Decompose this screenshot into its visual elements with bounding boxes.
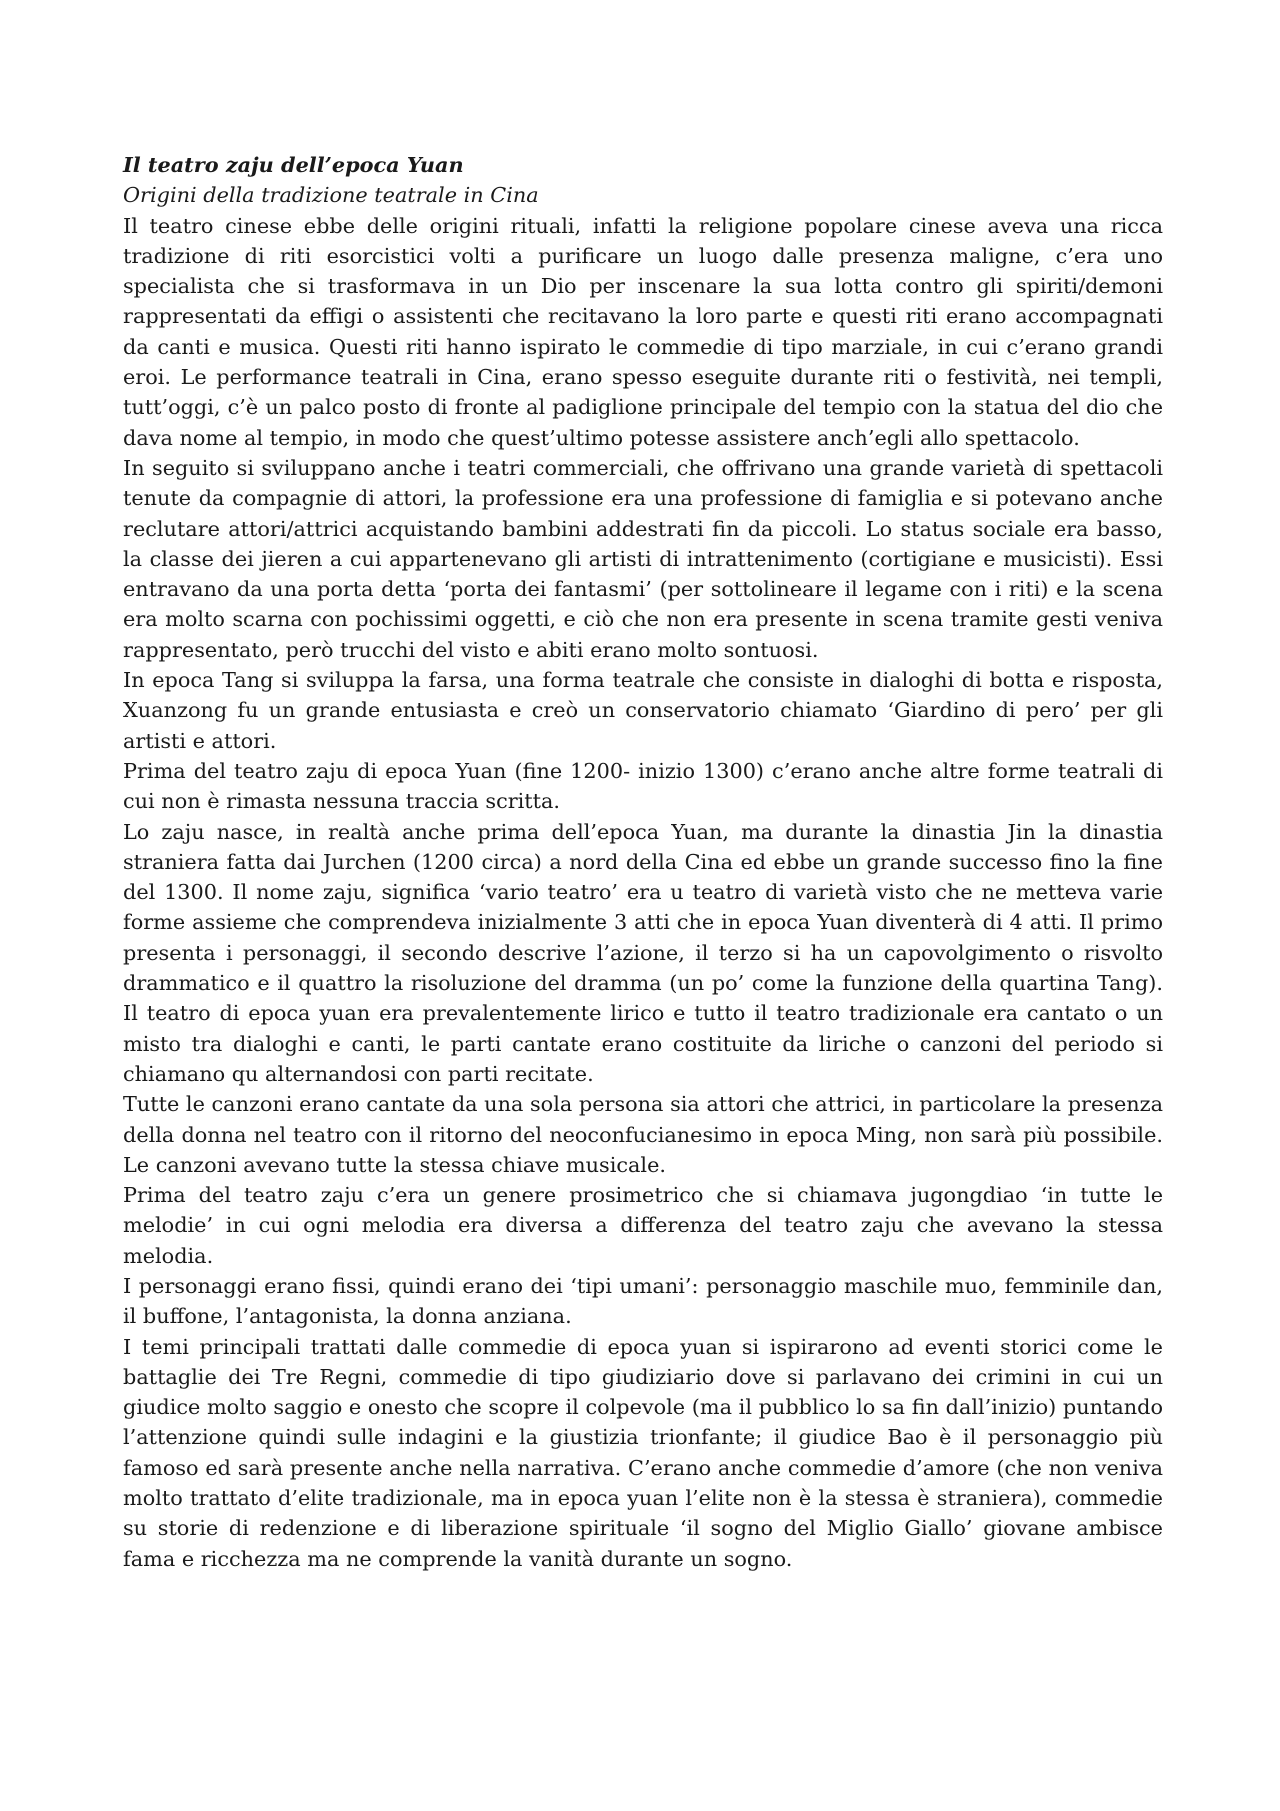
- document-title: Il teatro zaju dell’epoca Yuan: [123, 152, 464, 177]
- paragraph-tang-farce: In epoca Tang si sviluppa la farsa, una forma teatrale che consiste in dialoghi di botta e risposta, Xuanzong fu un grande entusiasta e creò un conservatorio chiamato ‘Giardino di pero’ per gli artisti e attori.: [123, 668, 1163, 753]
- document-subtitle: Origini della tradizione teatrale in Cina: [123, 183, 539, 208]
- paragraph-origins: Il teatro cinese ebbe delle origini rituali, infatti la religione popolare cinese aveva una ricca tradizione di riti esorcistici volti a purificare un luogo dalle presenza maligne, c’era uno specialista che si trasformava in un Dio per inscenare la sua lotta contro gli spiriti/demoni rappresentati da effigi o assistenti che recitavano la loro parte e questi riti erano accompagnati da canti e musica. Questi riti hanno ispirato le commedie di tipo marziale, in cui c’erano grandi eroi. Le performance teatrali in Cina, erano spesso eseguite durante riti o festività, nei templi, tutt’oggi, c’è un palco posto di fronte al padiglione principale del tempio con la statua del dio che dava nome al tempio, in modo che quest’ultimo potesse assistere anch’egli allo spettacolo.: [123, 213, 1163, 450]
- paragraph-songs: Tutte le canzoni erano cantate da una sola persona sia attori che attrici, in particolare la presenza della donna nel teatro con il ritorno del neoconfucianesimo in epoca Ming, non sarà più possibile. Le canzoni avevano tutte la stessa chiave musicale.: [123, 1092, 1163, 1177]
- paragraph-themes: I temi principali trattati dalle commedie di epoca yuan si ispirarono ad eventi storici come le battaglie dei Tre Regni, commedie di tipo giudiziario dove si parlavano dei crimini in cui un giudice molto saggio e onesto che scopre il colpevole (ma il pubblico lo sa fin dall’inizio) puntando l’attenzione quindi sulle indagini e la giustizia trionfante; il giudice Bao è il personaggio più famoso ed sarà presente anche nella narrativa. C’erano anche commedie d’amore (che non veniva molto trattato d’elite tradizionale, ma in epoca yuan l’elite non è la stessa è straniera), commedie su storie di redenzione e di liberazione spirituale ‘il sogno del Miglio Giallo’ giovane ambisce fama e ricchezza ma ne comprende la vanità durante un sogno.: [123, 1334, 1163, 1571]
- paragraph-characters: I personaggi erano fissi, quindi erano dei ‘tipi umani’: personaggio maschile muo, femminile dan, il buffone, l’antagonista, la donna anziana.: [123, 1273, 1163, 1329]
- document-page: [123, 150, 1163, 1574]
- paragraph-pre-zaju: Prima del teatro zaju di epoca Yuan (fine 1200- inizio 1300) c’erano anche altre forme teatrali di cui non è rimasta nessuna traccia scritta.: [123, 758, 1163, 814]
- paragraph-zaju-origins: Lo zaju nasce, in realtà anche prima dell’epoca Yuan, ma durante la dinastia Jin la dinastia straniera fatta dai Jurchen (1200 circa) a nord della Cina ed ebbe un grande successo fino la fine del 1300. Il nome zaju, significa ‘vario teatro’ era u teatro di varietà visto che ne metteva varie forme assieme che comprendeva inizialmente 3 atti che in epoca Yuan diventerà di 4 atti. Il primo presenta i personaggi, il secondo descrive l’azione, il terzo si ha un capovolgimento o risvolto drammatico e il quattro la risoluzione del dramma (un po’ come la funzione della quartina Tang). Il teatro di epoca yuan era prevalentemente lirico e tutto il teatro tradizionale era cantato o un misto tra dialoghi e canti, le parti cantate erano costituite da liriche o canzoni del periodo si chiamano qu alternandosi con parti recitate.: [123, 819, 1163, 1086]
- paragraph-commercial-theatres: In seguito si sviluppano anche i teatri commerciali, che offrivano una grande varietà di spettacoli tenute da compagnie di attori, la professione era una professione di famiglia e si potevano anche reclutare attori/attrici acquistando bambini addestrati fin da piccoli. Lo status sociale era basso, la classe dei jieren a cui appartenevano gli artisti di intrattenimento (cortigiane e musicisti). Essi entravano da una porta detta ‘porta dei fantasmi’ (per sottolineare il legame con i riti) e la scena era molto scarna con pochissimi oggetti, e ciò che non era presente in scena tramite gesti veniva rappresentato, però trucchi del visto e abiti erano molto sontuosi.: [123, 455, 1163, 662]
- paragraph-jugongdiao: Prima del teatro zaju c’era un genere prosimetrico che si chiamava jugongdiao ‘in tutte le melodie’ in cui ogni melodia era diversa a differenza del teatro zaju che avevano la stessa melodia.: [123, 1183, 1163, 1268]
